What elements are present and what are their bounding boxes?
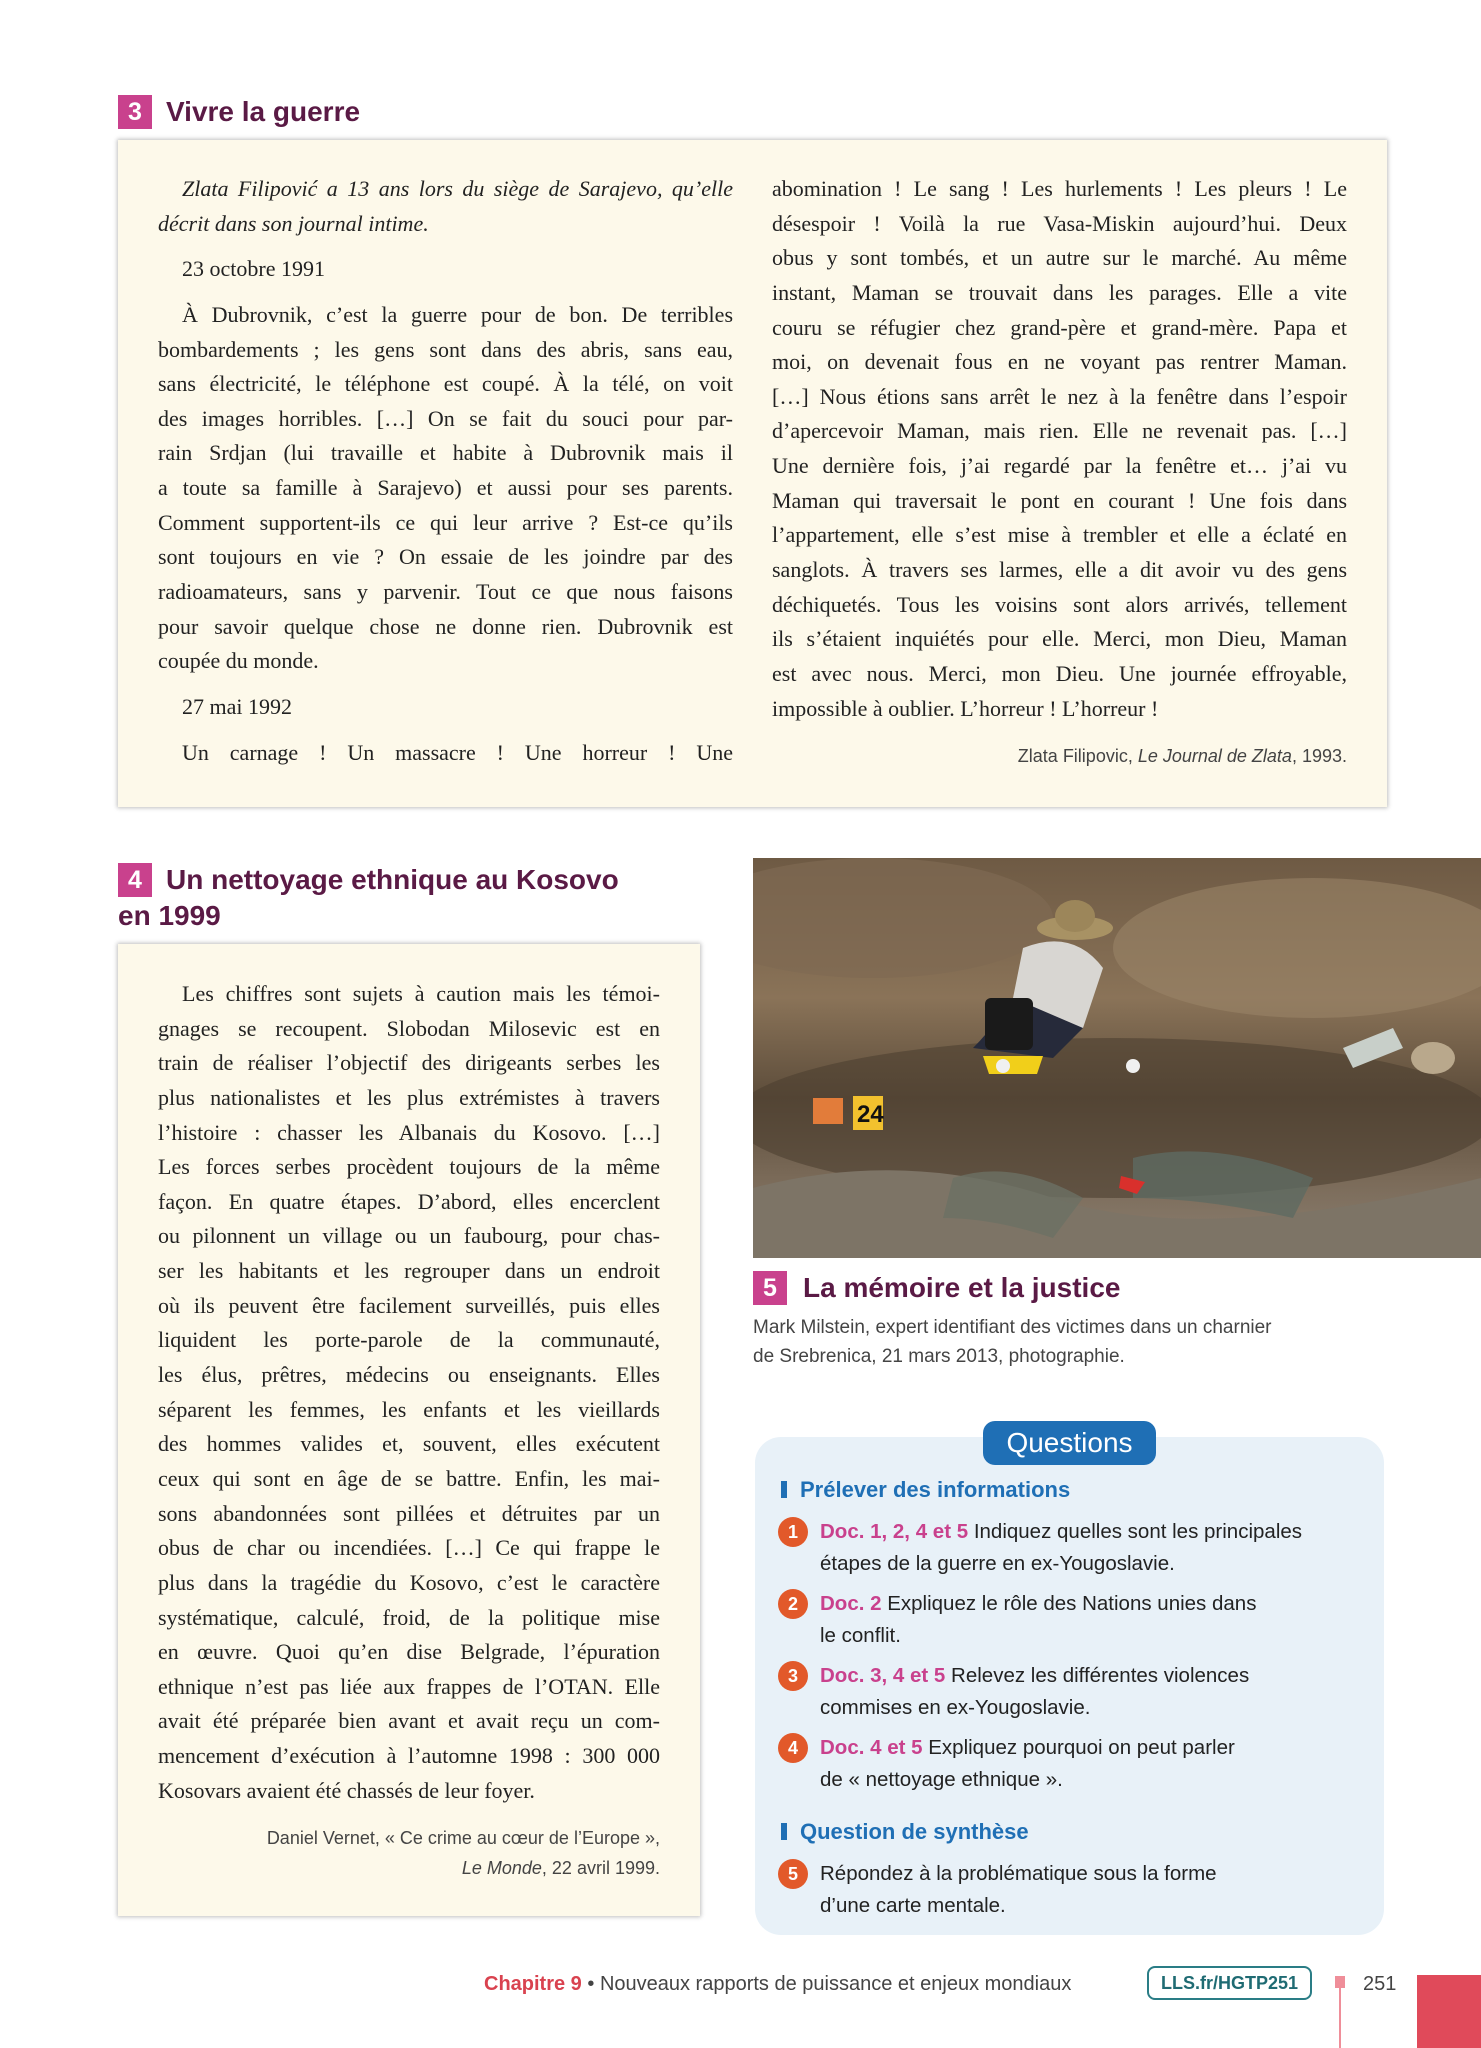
doc3-intro — [158, 172, 733, 241]
text-line: sans électricité, le téléphone est coupé. À la télé, on voit — [158, 371, 733, 397]
section-heading — [781, 1475, 1070, 1505]
question-text: étapes de la guerre en ex-Yougoslavie. — [820, 1551, 1175, 1575]
text-line: abomination ! Le sang ! Les hurlements ! Les pleurs ! Le — [772, 176, 1347, 201]
page-marker — [1335, 1976, 1345, 1988]
text-line: Zlata Filipović a 13 ans lors du siège de Sarajevo, qu’elle — [182, 176, 733, 201]
section-heading — [781, 1817, 1029, 1847]
questions-badge: Questions — [983, 1421, 1156, 1465]
page-number: 251 — [1363, 1973, 1397, 1995]
source-date: , 22 avril 1999. — [541, 1858, 660, 1878]
text-line: l’appartement, elle s’est mise à trembler et elle a éclaté en — [772, 522, 1347, 548]
text-line: rain Srdjan (lui travaille et habite à Dubrovnik mais il — [158, 440, 733, 466]
question-item — [778, 1858, 1338, 1921]
question-text: de « nettoyage ethnique ». — [820, 1767, 1063, 1791]
question-text: Expliquez le rôle des Nations unies dans — [881, 1592, 1257, 1615]
page-tab — [1417, 1975, 1481, 2048]
heading-bar — [781, 1823, 787, 1840]
text-line: ils s’étaient inquiétés pour elle. Merci, mon Dieu, Maman — [772, 626, 1347, 652]
text-line: est avec nous. Merci, mon Dieu. Une journée effroyable, — [772, 660, 1347, 686]
text-line: […] Nous étions sans arrêt le nez à la fenêtre dans l’espoir — [772, 383, 1347, 409]
doc3-left-column — [158, 172, 733, 770]
text-line: obus de char ou incendiées. […] Ce qui frappe le — [158, 1535, 660, 1561]
doc-title-line2: en 1999 — [118, 900, 221, 931]
text-line: séparent les femmes, les enfants et les vieillards — [158, 1396, 660, 1422]
photo-illustration — [753, 858, 1481, 1258]
question-item — [778, 1660, 1338, 1723]
question-text: le conflit. — [820, 1623, 901, 1647]
section-heading-text: Prélever des informations — [800, 1477, 1071, 1502]
doc3-right-column — [772, 172, 1347, 726]
text-line: ethnique n’est pas liée aux frappes de l’OTAN. Elle — [158, 1673, 660, 1699]
question-text: Relevez les différentes violences — [945, 1664, 1250, 1687]
text-line: Comment supportent-ils ce qui leur arrive ? Est-ce qu’ils — [158, 509, 733, 535]
doc-number-badge: 3 — [118, 95, 152, 129]
doc-reference: Doc. 3, 4 et 5 — [820, 1664, 946, 1687]
chapter-title: Nouveaux rapports de puissance et enjeux mondiaux — [599, 1973, 1072, 1995]
doc-title: Un nettoyage ethnique au Kosovo — [166, 864, 619, 895]
text-line: ser les habitants et les regrouper dans un endroit — [158, 1258, 660, 1284]
text-line: instant, Maman se trouvait dans les parages. Elle a vite — [772, 279, 1347, 305]
text-line: ou pilonnent un village ou un faubourg, pour chas- — [158, 1223, 660, 1249]
text-line: Un carnage ! Un massacre ! Une horreur ! Une — [182, 739, 733, 765]
text-line: avait été préparée bien avant et avait reçu un com- — [158, 1708, 660, 1734]
source-author: Daniel Vernet, « Ce crime au cœur de l’Europe », — [266, 1828, 660, 1848]
text-line: plus dans la tragédie du Kosovo, c’est le caractère — [158, 1569, 660, 1595]
text-line: où ils peuvent être facilement surveillés, puis elles — [158, 1292, 660, 1318]
mass-grave-photo — [753, 858, 1481, 1258]
doc-reference: Doc. 4 et 5 — [820, 1736, 923, 1759]
text-line: sons abandonnées sont pillées et détruites par un — [158, 1500, 660, 1526]
text-line: Les forces serbes procèdent toujours de la même — [158, 1154, 660, 1180]
section-heading-text: Question de synthèse — [800, 1819, 1029, 1844]
page-marker-line — [1339, 1988, 1341, 2048]
doc-reference: Doc. 1, 2, 4 et 5 — [820, 1520, 969, 1543]
question-text: Expliquez pourquoi on peut parler — [922, 1736, 1235, 1759]
text-line: obus y sont tombés, et un autre sur le marché. Au même — [772, 245, 1347, 271]
doc-number-badge: 4 — [118, 863, 152, 897]
text-line: radioamateurs, sans y parvenir. Tout ce que nous faisons — [158, 579, 733, 605]
source-work: Le Monde — [461, 1858, 542, 1878]
diary-date: 23 octobre 1991 — [182, 256, 325, 282]
doc-number-badge: 5 — [753, 1271, 787, 1305]
doc-title: La mémoire et la justice — [803, 1272, 1121, 1303]
question-text: Indiquez quelles sont les principales — [968, 1520, 1303, 1543]
text-line: des images horribles. […] On se fait du souci pour par- — [158, 405, 733, 431]
diary-date: 27 mai 1992 — [182, 693, 292, 719]
caption-line: de Srebrenica, 21 mars 2013, photographie. — [753, 1346, 1125, 1367]
question-number: 4 — [778, 1733, 808, 1763]
doc3-source — [772, 741, 1347, 771]
text-line: coupée du monde. — [158, 648, 319, 674]
question-item — [778, 1732, 1338, 1795]
text-line: train de réaliser l’objectif des dirigeants serbes les — [158, 1050, 660, 1076]
text-line: façon. En quatre étapes. D’abord, elles encerclent — [158, 1188, 660, 1214]
text-line: pour savoir quelque chose ne donne rien. Dubrovnik est — [158, 613, 733, 639]
evidence-marker-label: 24 — [857, 1101, 884, 1128]
chapter-label: Chapitre 9 — [484, 1973, 582, 1995]
doc4-text — [158, 977, 660, 1808]
separator: • — [581, 1973, 600, 1995]
text-line: en œuvre. Quoi qu’en dise Belgrade, l’épuration — [158, 1639, 660, 1665]
source-work: Le Journal de Zlata — [1137, 746, 1292, 766]
text-line: des hommes valides et, souvent, elles exécutent — [158, 1431, 660, 1457]
text-line: liquident les porte-parole de la communauté, — [158, 1327, 660, 1353]
source-year: , 1993. — [1291, 746, 1347, 766]
text-line: impossible à oublier. L’horreur ! L’horreur ! — [772, 695, 1159, 721]
text-line: systématique, calculé, froid, de la politique mise — [158, 1604, 660, 1630]
text-line: Une dernière fois, j’ai regardé par la fenêtre et… j’ai vu — [772, 453, 1347, 479]
photo-caption — [753, 1313, 1272, 1371]
text-line: plus nationalistes et les plus extrémistes à travers — [158, 1084, 660, 1110]
question-text: d’une carte mentale. — [820, 1893, 1006, 1917]
lls-link[interactable]: LLS.fr/HGTP251 — [1147, 1966, 1312, 2000]
caption-line: Mark Milstein, expert identifiant des victimes dans un charnier — [753, 1317, 1272, 1338]
diary-entry — [158, 736, 733, 771]
question-text: Répondez à la problématique sous la forme — [820, 1862, 1217, 1885]
text-line: Les chiffres sont sujets à caution mais les témoi- — [182, 981, 660, 1006]
text-line: d’apercevoir Maman, mais rien. Elle ne revenait pas. […] — [772, 418, 1347, 444]
text-line: moi, on devenait fous en ne voyant pas rentrer Maman. — [772, 349, 1347, 375]
doc4-source — [158, 1823, 660, 1883]
doc-title: Vivre la guerre — [166, 96, 361, 127]
text-line: À Dubrovnik, c’est la guerre pour de bon. De terribles — [182, 301, 733, 327]
text-line: les élus, prêtres, médecins ou enseignants. Elles — [158, 1362, 660, 1388]
heading-bar — [781, 1481, 787, 1498]
source-author: Zlata Filipovic, — [1017, 746, 1138, 766]
text-line: l’histoire : chasser les Albanais du Kosovo. […] — [158, 1119, 660, 1145]
doc-reference: Doc. 2 — [820, 1592, 882, 1615]
question-item — [778, 1588, 1338, 1651]
text-line: décrit dans son journal intime. — [158, 210, 429, 236]
question-text: commises en ex-Yougoslavie. — [820, 1695, 1091, 1719]
question-number: 5 — [778, 1859, 808, 1889]
text-line: déchiquetés. Tous les voisins sont alors arrivés, tellement — [772, 591, 1347, 617]
question-number: 1 — [778, 1517, 808, 1547]
text-line: gnages se recoupent. Slobodan Milosevic est en — [158, 1015, 660, 1041]
text-line: mencement d’exécution à l’automne 1998 : 300 000 — [158, 1743, 660, 1769]
question-number: 3 — [778, 1661, 808, 1691]
text-line: sanglots. À travers ses larmes, elle a dit avoir vu des gens — [772, 557, 1347, 583]
text-line: ceux qui sont en âge de se battre. Enfin, les mai- — [158, 1465, 660, 1491]
text-line: Maman qui traversait le pont en courant ! Une fois dans — [772, 487, 1347, 513]
diary-entry-continued — [772, 172, 1347, 726]
page-footer — [484, 1970, 1071, 1998]
text-line: sont toujours en vie ? On essaie de les joindre par des — [158, 544, 733, 570]
text-line: bombardements ; les gens sont dans des abris, sans eau, — [158, 336, 733, 362]
question-number: 2 — [778, 1589, 808, 1619]
diary-entry — [158, 298, 733, 679]
article-text — [158, 977, 660, 1808]
text-line: désespoir ! Voilà la rue Vasa-Miskin aujourd’hui. Deux — [772, 210, 1347, 236]
question-item — [778, 1516, 1338, 1579]
text-line: a toute sa famille à Sarajevo) et aussi pour ses parents. — [158, 475, 733, 501]
text-line: Kosovars avaient été chassés de leur foyer. — [158, 1777, 535, 1803]
text-line: couru se réfugier chez grand-père et grand-mère. Papa et — [772, 314, 1347, 340]
